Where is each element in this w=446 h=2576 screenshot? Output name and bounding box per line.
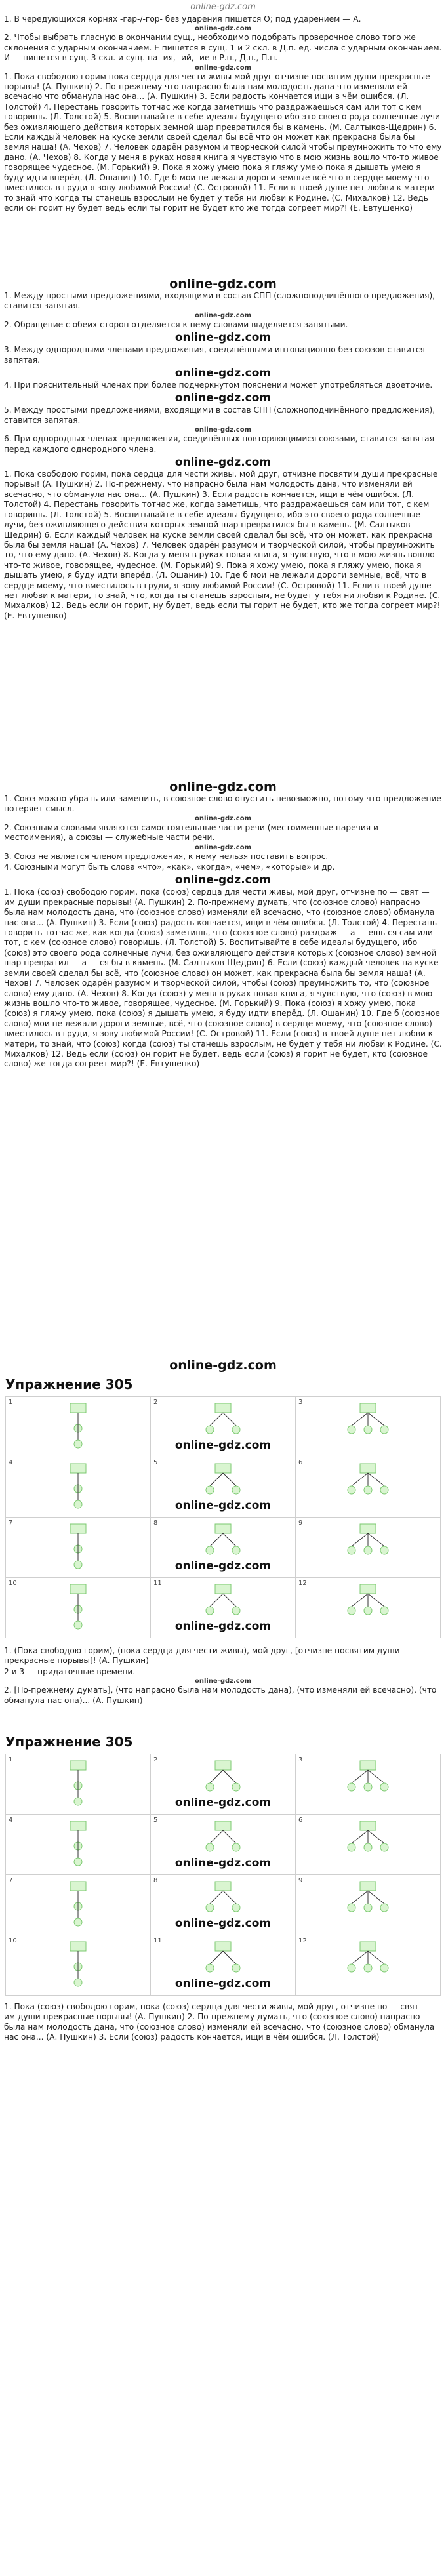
- scheme-cell: [6, 1754, 151, 1815]
- watermark: online-gdz.com: [174, 331, 272, 345]
- site-header: onl‌ine-gdz.com: [190, 2, 256, 12]
- scheme-cell-number: 3: [298, 1399, 303, 1406]
- subordinate-clause-circle: [380, 1904, 388, 1912]
- scheme-connector: [352, 1891, 368, 1904]
- sentence-scheme: [338, 1819, 397, 1871]
- watermark: online-gdz.com: [169, 780, 277, 794]
- main-clause-box: [70, 1882, 86, 1891]
- main-clause-box: [215, 1942, 231, 1951]
- scheme-connector: [210, 1413, 223, 1426]
- watermark: online-gdz.com: [174, 1857, 272, 1870]
- sentence-scheme: [338, 1461, 397, 1514]
- scheme-connector: [352, 1594, 368, 1607]
- main-clause-box: [70, 1464, 86, 1473]
- scheme-connector: [352, 1533, 368, 1546]
- scheme-grid: [5, 1754, 441, 1996]
- post-section-1: [0, 1638, 446, 1730]
- scheme-connector: [223, 1830, 236, 1843]
- post-paragraph: 2. [По-прежнему думать], (что напрасно была нам молодость дана), (что изменяли ей всечасно), (что обманула нас она)... (А. Пушкин): [4, 1685, 437, 1705]
- scheme-cell-number: 5: [153, 1817, 158, 1824]
- subordinate-clause-circle: [232, 1486, 240, 1494]
- main-clause-box: [360, 1821, 376, 1830]
- main-clause-box: [215, 1821, 231, 1830]
- subordinate-clause-circle: [232, 1607, 240, 1615]
- watermark: online-gdz.com: [194, 312, 252, 319]
- scheme-cell-number: 7: [9, 1877, 13, 1884]
- post-section-2: [0, 1996, 446, 2074]
- main-clause-box: [215, 1584, 231, 1594]
- main-clause-box: [360, 1761, 376, 1770]
- scheme-cell: [151, 1815, 296, 1875]
- sentence-scheme: [49, 1461, 108, 1514]
- scheme-connector: [223, 1473, 236, 1486]
- subordinate-clause-circle: [380, 1426, 388, 1434]
- answer-paragraph: 3. Между однородными членами предложения, соединёнными интонационно без союзов ставится запятая.: [4, 345, 425, 365]
- answer-paragraph: 3. Союз не является членом предложения, к нему нельзя поставить вопрос.: [4, 851, 329, 861]
- scheme-connector: [368, 1830, 384, 1843]
- subordinate-clause-circle: [74, 1979, 82, 1986]
- sentence-scheme: [49, 1401, 108, 1453]
- subordinate-clause-circle: [348, 1486, 355, 1494]
- subordinate-clause-circle: [232, 1426, 240, 1434]
- scheme-cell-number: 9: [298, 1877, 303, 1884]
- main-clause-box: [215, 1761, 231, 1770]
- scheme-cell: [151, 1578, 296, 1638]
- subordinate-clause-circle: [364, 1843, 372, 1851]
- scheme-cell: [6, 1578, 151, 1638]
- subordinate-clause-circle: [380, 1783, 388, 1791]
- scheme-connector: [223, 1951, 236, 1964]
- subordinate-clause-circle: [348, 1607, 355, 1615]
- scheme-connector: [368, 1770, 384, 1783]
- scheme-connector: [223, 1413, 236, 1426]
- exercise-title: Упражнение 305: [5, 1734, 133, 1750]
- scheme-connector: [368, 1951, 384, 1964]
- watermark: online-gdz.com: [194, 815, 252, 822]
- scheme-connector: [210, 1951, 223, 1964]
- scheme-cell-number: 10: [9, 1937, 17, 1944]
- subordinate-clause-circle: [74, 1918, 82, 1926]
- answer-paragraph: 6. При однородных членах предложения, соединённых повторяющимися союзами, ставится запятая перед каждого однородного члена.: [4, 434, 434, 454]
- scheme-cell: [296, 1935, 441, 1996]
- watermark: online-gdz.com: [174, 367, 272, 380]
- scheme-cell: [151, 1518, 296, 1578]
- subordinate-clause-circle: [232, 1546, 240, 1554]
- scheme-connector: [368, 1533, 384, 1546]
- subordinate-clause-circle: [348, 1964, 355, 1972]
- watermark: online-gdz.com: [169, 1358, 277, 1373]
- sentence-scheme: [338, 1582, 397, 1634]
- scheme-connector: [210, 1533, 223, 1546]
- scheme-cell: [296, 1578, 441, 1638]
- subordinate-clause-circle: [206, 1486, 214, 1494]
- subordinate-clause-circle: [364, 1964, 372, 1972]
- subordinate-clause-circle: [364, 1904, 372, 1912]
- subordinate-clause-circle: [206, 1964, 214, 1972]
- sentence-scheme: [338, 1758, 397, 1811]
- scheme-connector: [210, 1473, 223, 1486]
- watermark: online-gdz.com: [174, 1620, 272, 1633]
- subordinate-clause-circle: [74, 1561, 82, 1569]
- subordinate-clause-circle: [206, 1783, 214, 1791]
- main-clause-box: [70, 1942, 86, 1951]
- scheme-cell: [296, 1754, 441, 1815]
- watermark: online-gdz.com: [169, 277, 277, 291]
- subordinate-clause-circle: [74, 1798, 82, 1805]
- subordinate-clause-circle: [380, 1486, 388, 1494]
- scheme-cell-number: 1: [9, 1756, 13, 1763]
- sentence-scheme: [49, 1939, 108, 1992]
- subordinate-clause-circle: [380, 1546, 388, 1554]
- watermark: online-gdz.com: [174, 1796, 272, 1809]
- post-paragraph: 1. Пока (союз) свободою горим, пока (союз) сердца для чести живы, мой друг, отчизне по — свят — им души прекрасные порывы! (А. Пушкин) 2. По-прежнему думать, что (союзное слово) напрасно была нам молодость дана, что (союзное слово) изменяли ей всечасно, что (союзное слово) обманула нас она... (А. Пушкин) 3. Если (союз) радость кончается, ищи в чём ошибся. (Л. Толстой): [4, 2002, 435, 2042]
- watermark: online-gdz.com: [194, 25, 252, 33]
- scheme-connector: [223, 1533, 236, 1546]
- subordinate-clause-circle: [348, 1426, 355, 1434]
- watermark: online-gdz.com: [174, 1560, 272, 1573]
- main-clause-box: [70, 1761, 86, 1770]
- scheme-connector: [352, 1473, 368, 1486]
- subordinate-clause-circle: [348, 1843, 355, 1851]
- scheme-cell: [6, 1815, 151, 1875]
- main-clause-box: [360, 1464, 376, 1473]
- main-clause-box: [360, 1584, 376, 1594]
- scheme-connector: [223, 1594, 236, 1607]
- watermark: online-gdz.com: [174, 1499, 272, 1512]
- subordinate-clause-circle: [74, 1440, 82, 1448]
- scheme-connector: [352, 1770, 368, 1783]
- scheme-connector: [368, 1891, 384, 1904]
- scheme-connector: [352, 1830, 368, 1843]
- subordinate-clause-circle: [206, 1607, 214, 1615]
- sentence-scheme: [338, 1879, 397, 1931]
- scheme-cell-number: 9: [298, 1519, 303, 1527]
- watermark: online-gdz.com: [194, 843, 252, 851]
- scheme-cell-number: 4: [9, 1459, 13, 1466]
- main-clause-box: [360, 1524, 376, 1533]
- sentence-scheme: [338, 1521, 397, 1574]
- scheme-connector: [352, 1951, 368, 1964]
- subordinate-clause-circle: [232, 1904, 240, 1912]
- sentence-scheme: [49, 1819, 108, 1871]
- subordinate-clause-circle: [232, 1843, 240, 1851]
- subordinate-clause-circle: [206, 1426, 214, 1434]
- scheme-cell: [6, 1518, 151, 1578]
- scheme-cell: [151, 1397, 296, 1457]
- scheme-cell-number: 8: [153, 1519, 158, 1527]
- scheme-cell: [151, 1935, 296, 1996]
- main-clause-box: [215, 1403, 231, 1413]
- scheme-grid: [5, 1396, 441, 1638]
- scheme-cell-number: 12: [298, 1580, 307, 1587]
- scheme-cell-number: 5: [153, 1459, 158, 1466]
- subordinate-clause-circle: [364, 1783, 372, 1791]
- scheme-cell: [6, 1397, 151, 1457]
- answer-paragraph: 1. Союз можно убрать или заменить, в союзное слово опустить невозможно, потому что предложение потеряет смысл.: [4, 794, 441, 814]
- main-clause-box: [360, 1942, 376, 1951]
- answers-section-1: [0, 291, 446, 780]
- sentence-scheme: [49, 1582, 108, 1634]
- main-clause-box: [70, 1524, 86, 1533]
- sentence-scheme: [49, 1521, 108, 1574]
- main-clause-box: [215, 1524, 231, 1533]
- answers-section-2: [0, 794, 446, 1358]
- scheme-cell-number: 6: [298, 1459, 303, 1466]
- scheme-cell-number: 4: [9, 1817, 13, 1824]
- answer-paragraph: 5. Между простыми предложениями, входящими в состав СПП (сложноподчинённого предложения), ставится запятая.: [4, 405, 436, 425]
- scheme-connector: [210, 1594, 223, 1607]
- subordinate-clause-circle: [348, 1546, 355, 1554]
- main-clause-box: [70, 1821, 86, 1830]
- scheme-cell: [151, 1754, 296, 1815]
- watermark: online-gdz.com: [174, 1439, 272, 1452]
- intro-paragraph: 1. Пока свободою горим пока сердца для чести живы мой друг отчизне посвятим души прекрасные порывы! (А. Пушкин) 2. По-прежнему что напрасно была нам молодость дана что изменяли ей всечасно что обманула нас она... (А. Пушкин) 3. Если радость кончается ищи в чём ошибся. (Л. Толстой) 4. Перестань говорить тотчас же когда заметишь что раздражаешься сам или тот с кем говоришь. (Л. Толстой) 5. Воспитывайте в себе идеалы будущего ибо это своего рода солнечные лучи без оживляющего действия которых земной шар превратился бы в камень. (М. Салтыков-Щедрин) 6. Если каждый человек на куске земли своей сделал бы всё что он может как прекрасна была бы земля наша! (А. Чехов) 7. Человек одарён разумом и творческой силой чтобы преумножить то что ему дано. (А. Чехов) 8. Когда у меня в руках новая книга я чувствую что в мою жизнь вошло что-то живое говорящее чудесное. (М. Горький) 9. Пока я хожу умею пока я гляжу умею пока я дышать умею я буду идти вперёд. (Л. Ошанин) 10. Где б мои не лежали дороги земные всё что в сердце моему что вместилось в груди я зову любимой России! (С. Островой) 11. Если в твоей душе нет любви к матери то знай что когда ты станешь взрослым не будет у тебя ни любви к Родине. (С. Михалков) 12. Ведь если он горит ну будет ведь если ты горит не будет кто же тогда согреет мир?! (Е. Евтушенко): [4, 71, 442, 212]
- subordinate-clause-circle: [380, 1607, 388, 1615]
- sentence-scheme: [49, 1758, 108, 1811]
- sentence-scheme: [49, 1879, 108, 1931]
- sentence-scheme: [338, 1939, 397, 1992]
- watermark: online-gdz.com: [174, 1977, 272, 1990]
- scheme-cell-number: 2: [153, 1756, 158, 1763]
- subordinate-clause-circle: [206, 1546, 214, 1554]
- scheme-connector: [210, 1830, 223, 1843]
- scheme-cell-number: 10: [9, 1580, 17, 1587]
- scheme-cell: [296, 1457, 441, 1518]
- answer-paragraph: 1. Пока (союз) свободою горим, пока (союз) сердца для чести живы, мой друг, отчизне по — свят — им души прекрасные порывы! (А. Пушкин) 2. По-прежнему думать, что (союзное слово) напрасно была нам молодость дана, что (союзное слово) изменяли ей всечасно, что (союзное слово) обманула нас она... (А. Пушкин) 3. Если (союз) радость кончается, ищи в чём ошибся. (Л. Толстой) 4. Перестань говорить тотчас же, как когда (союз) заметишь, что (союзное слово) раздраж — а — ешь ся сам или тот, с кем (союзное слово) говоришь. (Л. Толстой) 5. Воспитывайте в себе идеалы будущего, ибо (союз) это своего рода солнечные лучи, без оживляющего действия которых (союзное слово) земной шар превратил — а — ся бы в камень. (М. Салтыков-Щедрин) 6. Если (союз) каждый человек на куске земли своей сделал бы всё, что (союзное слово) он может, как прекрасна была бы земля наша! (А. Чехов) 7. Человек одарён разумом и творческой силой, чтобы (союз) преумножить то, что (союзное слово) ему дано. (А. Чехов) 8. Когда (союз) у меня в руках новая книга, я чувствую, что (союз) в мою жизнь вошло что-то живое, говорящее, чудесное. (М. Горький) 9. Пока (союз) я хожу умею, пока (союз) я гляжу умею, пока (союз) я дышать умею, я буду идти вперёд. (Л. Ошанин) 10. Где б (союзное слово) мои не лежали дороги земные, всё, что (союзное слово) в сердце моему, что (союзное слово) вместилось в груди, я зову любимой России! (С. Островой) 11. Если (союз) в твоей душе нет любви к матери, то знай, что (союз) когда (союз) ты станешь взрослым, не будет у тебя ни любви к Родине. (С. Михалков) 12. Ведь если (союз) он горит не будет, ведь если (союз) я горит не будет, кто (союзное слово) же тогда согреет мир?! (Е. Евтушенко): [4, 887, 442, 1069]
- answer-paragraph: 1. Между простыми предложениями, входящими в состав СПП (сложноподчинённого предложения), ставится запятая.: [4, 291, 436, 311]
- scheme-connector: [223, 1891, 236, 1904]
- subordinate-clause-circle: [74, 1500, 82, 1508]
- subordinate-clause-circle: [206, 1904, 214, 1912]
- main-clause-box: [215, 1464, 231, 1473]
- subordinate-clause-circle: [364, 1546, 372, 1554]
- answer-paragraph: 1. Пока свободою горим, пока сердца для чести живы, мой друг, отчизне посвятим души прекрасные порывы! (А. Пушкин) 2. По-прежнему, что напрасно была нам молодость дана, что изменяли ей всечасно, что обманула нас она... (А. Пушкин) 3. Если радость кончается, ищи в чём ошибся. (Л. Толстой) 4. Перестань говорить тотчас же, когда заметишь, что раздражаешься сам или тот, с кем говоришь. (Л. Толстой) 5. Воспитывайте в себе идеалы будущего, ибо это своего рода солнечные лучи, без оживляющего действия которых земной шар превратился бы в камень. (М. Салтыков-Щедрин) 6. Если каждый человек на куске земли своей сделал бы всё, что он может, как прекрасна была бы земля наша! (А. Чехов) 7. Человек одарён разумом и творческой силой, чтобы преумножить то, что ему дано. (А. Чехов) 8. Когда у меня в руках новая книга, я чувствую, что в мою жизнь вошло что-то живое, говорящее, чудесное. (М. Горький) 9. Пока я хожу умею, пока я гляжу умею, пока я дышать умею, я буду идти вперёд. (Л. Ошанин) 10. Где б мои не лежали дороги земные, всё, что в сердце моему, что вместилось в груди, я зову любимой России! (С. Островой) 11. Если в твоей душе нет любви к матери, то знай, что, когда ты станешь взрослым, не будет у тебя ни любви к Родине. (С. Михалков) 12. Ведь если он горит, ну будет, ведь если ты горит не будет, кто же тогда согреет мир?! (Е. Евтушенко): [4, 470, 441, 620]
- watermark: online-gdz.com: [174, 1917, 272, 1930]
- main-clause-box: [215, 1882, 231, 1891]
- scheme-cell-number: 2: [153, 1399, 158, 1406]
- scheme-cell-number: 6: [298, 1817, 303, 1824]
- subordinate-clause-circle: [74, 1621, 82, 1629]
- answer-paragraph: 4. Союзными могут быть слова «что», «как», «когда», «чем», «которые» и др.: [4, 862, 335, 872]
- watermark: online-gdz.com: [174, 392, 272, 405]
- scheme-cell: [296, 1518, 441, 1578]
- main-clause-box: [70, 1403, 86, 1413]
- subordinate-clause-circle: [232, 1964, 240, 1972]
- main-clause-box: [360, 1882, 376, 1891]
- main-clause-box: [360, 1403, 376, 1413]
- scheme-connector: [223, 1770, 236, 1783]
- scheme-connector: [352, 1413, 368, 1426]
- subordinate-clause-circle: [380, 1843, 388, 1851]
- subordinate-clause-circle: [364, 1426, 372, 1434]
- scheme-connector: [368, 1473, 384, 1486]
- watermark: online-gdz.com: [194, 1678, 252, 1685]
- subordinate-clause-circle: [364, 1486, 372, 1494]
- scheme-connector: [368, 1594, 384, 1607]
- subordinate-clause-circle: [380, 1964, 388, 1972]
- subordinate-clause-circle: [364, 1607, 372, 1615]
- scheme-connector: [210, 1891, 223, 1904]
- sentence-scheme: [338, 1401, 397, 1453]
- subordinate-clause-circle: [74, 1858, 82, 1866]
- intro-paragraph: 2. Чтобы выбрать гласную в окончании сущ., необходимо подобрать проверочное слово того же склонения с ударным окончанием. Е пишется в сущ. 1 и 2 скл. в Д.п. ед. числа с ударным окончанием. И — пишется в сущ. 3 скл. и сущ. на -ия, -ий, -ие в Р.п., Д.п., П.п.: [4, 33, 442, 63]
- scheme-cell-number: 3: [298, 1756, 303, 1763]
- scheme-cell: [296, 1875, 441, 1935]
- scheme-cell: [296, 1397, 441, 1457]
- scheme-cell: [296, 1815, 441, 1875]
- watermark: online-gdz.com: [174, 874, 272, 887]
- scheme-cell-number: 7: [9, 1519, 13, 1527]
- answer-paragraph: 2. Обращение с обеих сторон отделяется к нему словами выделяется запятыми.: [4, 319, 348, 329]
- scheme-cell: [151, 1875, 296, 1935]
- scheme-cell-number: 12: [298, 1937, 307, 1944]
- exercise-title: Упражнение 305: [5, 1377, 133, 1392]
- post-paragraph: 1. (Пока свободою горим), (пока сердца для чести живы), мой друг, [отчизне посвятим души прекрасные порывы]! (А. Пушкин): [4, 1646, 400, 1666]
- watermark: online-gdz.com: [194, 64, 252, 71]
- answer-paragraph: 4. При пояснительный членах при более подчеркнутом пояснении может употребляться двоеточие.: [4, 380, 433, 390]
- scheme-cell-number: 1: [9, 1399, 13, 1406]
- intro-section: [0, 14, 446, 277]
- scheme-cell-number: 8: [153, 1877, 158, 1884]
- scheme-cell-number: 11: [153, 1580, 162, 1587]
- subordinate-clause-circle: [348, 1904, 355, 1912]
- subordinate-clause-circle: [232, 1783, 240, 1791]
- main-clause-box: [70, 1584, 86, 1594]
- scheme-cell-number: 11: [153, 1937, 162, 1944]
- subordinate-clause-circle: [348, 1783, 355, 1791]
- scheme-connector: [368, 1413, 384, 1426]
- intro-paragraph: 1. В чередующихся корнях -гар-/-гор- без ударения пишется О; под ударением — А.: [4, 14, 361, 24]
- scheme-cell: [6, 1935, 151, 1996]
- scheme-cell: [6, 1457, 151, 1518]
- answer-paragraph: 2. Союзными словами являются самостоятельные части речи (местоименные наречия и местоимения), а союзы — служебные части речи.: [4, 822, 378, 843]
- scheme-connector: [210, 1770, 223, 1783]
- watermark: online-gdz.com: [174, 456, 272, 470]
- subordinate-clause-circle: [206, 1843, 214, 1851]
- scheme-cell: [151, 1457, 296, 1518]
- watermark: online-gdz.com: [194, 426, 252, 434]
- post-paragraph: 2 и 3 — придаточные времени.: [4, 1666, 136, 1676]
- scheme-cell: [6, 1875, 151, 1935]
